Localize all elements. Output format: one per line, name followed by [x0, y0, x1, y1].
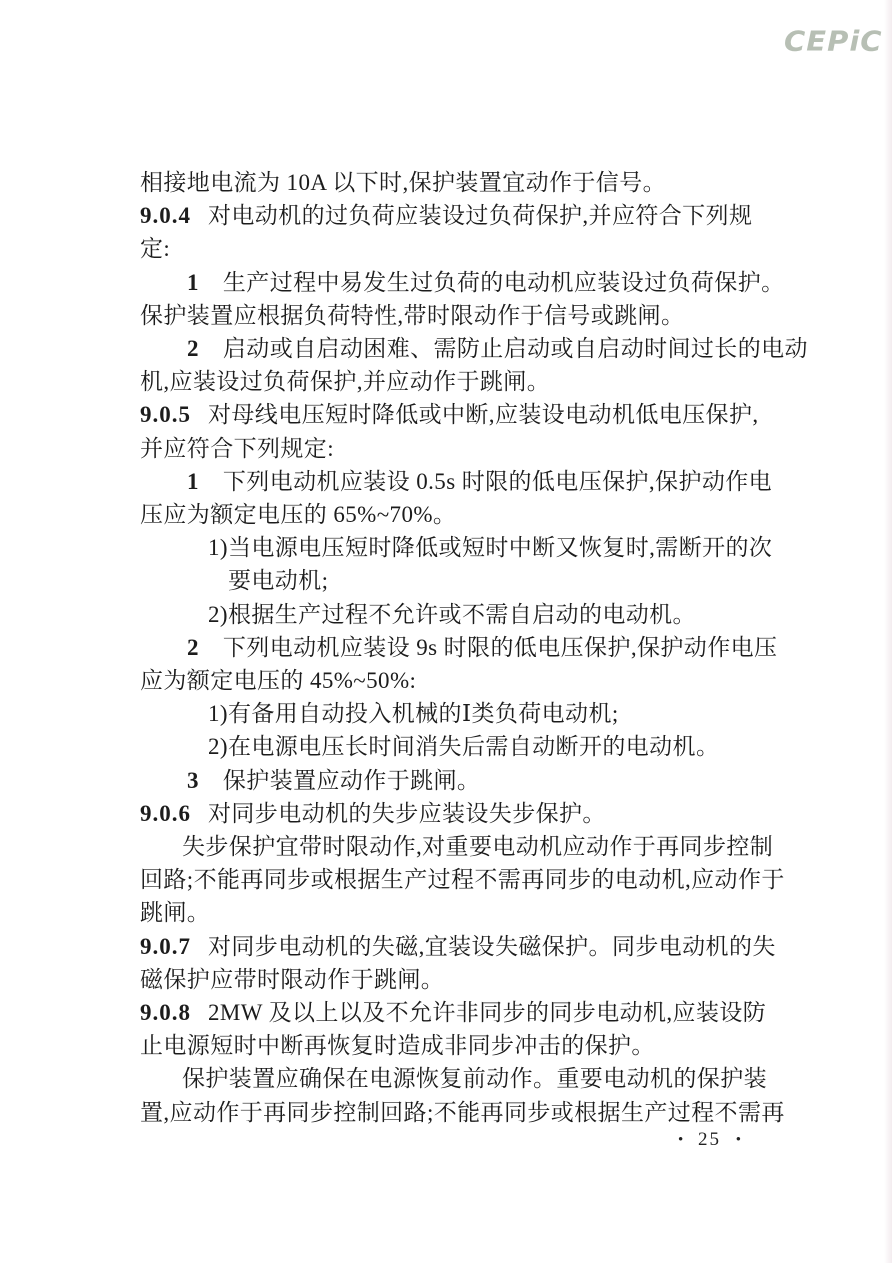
clause-number: 9.0.4	[140, 203, 191, 229]
item-number: 2	[187, 634, 199, 660]
text-line: 失步保护宜带时限动作,对重要电动机应动作于再同步控制	[182, 834, 774, 860]
item-number: 3	[187, 767, 199, 793]
page-number	[678, 1128, 741, 1152]
item-number: 2	[187, 336, 199, 362]
text-line: 保护装置应根据负荷特性,带时限动作于信号或跳闸。	[140, 302, 685, 328]
sub-item-1: 1)当电源电压短时降低或短时中断又恢复时,需断开的次	[208, 535, 773, 561]
clause-9-0-7-heading: 9.0.7 对同步电动机的失磁,宜装设失磁保护。同步电动机的失	[140, 933, 776, 959]
clause-number: 9.0.7	[140, 933, 191, 959]
sub-item-2: 2)在电源电压长时间消失后需自动断开的电动机。	[208, 734, 720, 760]
list-item-1: 1 生产过程中易发生过负荷的电动机应装设过负荷保护。	[187, 269, 785, 295]
text-line: 要电动机;	[228, 568, 329, 594]
text-line: 磁保护应带时限动作于跳闸。	[140, 966, 445, 992]
text-line: 机,应装设过负荷保护,并应动作于跳闸。	[140, 369, 551, 395]
sub-item-1: 1)有备用自动投入机械的Ⅰ类负荷电动机;	[208, 701, 619, 727]
text-line: 定:	[140, 236, 171, 262]
text-line: 止电源短时中断再恢复时造成非同步冲击的保护。	[140, 1033, 655, 1059]
clause-9-0-6-heading: 9.0.6 对同步电动机的失步应装设失步保护。	[140, 800, 606, 826]
list-item-3: 3 保护装置应动作于跳闸。	[187, 767, 481, 793]
list-item-2: 2 下列电动机应装设 9s 时限的低电压保护,保护动作电压	[187, 634, 778, 660]
clause-number: 9.0.5	[140, 402, 191, 428]
item-number: 1	[187, 468, 199, 494]
cepic-logo: CEPiC	[784, 24, 883, 58]
list-item-2: 2 启动或自启动困难、需防止启动或自启动时间过长的电动	[187, 336, 808, 362]
document-body	[140, 0, 808, 1129]
scan-edge-shadow	[884, 0, 892, 1263]
text-line: 回路;不能再同步或根据生产过程不需再同步的电动机,应动作于	[140, 867, 785, 893]
page-number-right-dot: •	[735, 1132, 742, 1148]
clause-9-0-5-heading: 9.0.5 对母线电压短时降低或中断,应装设电动机低电压保护,	[140, 402, 759, 428]
clause-number: 9.0.8	[140, 1000, 191, 1026]
clause-9-0-4-heading: 9.0.4 对电动机的过负荷应装设过负荷保护,并应符合下列规	[140, 203, 753, 229]
text-line: 保护装置应确保在电源恢复前动作。重要电动机的保护装	[182, 1066, 767, 1092]
text-line: 相接地电流为 10A 以下时,保护装置宜动作于信号。	[140, 170, 666, 195]
page-number-value: 25	[698, 1129, 722, 1150]
text-line: 跳闸。	[140, 900, 211, 926]
page-number-left-dot: •	[678, 1132, 684, 1148]
clause-9-0-8-heading: 9.0.8 2MW 及以上以及不允许非同步的同步电动机,应装设防	[140, 1000, 767, 1026]
sub-item-2: 2)根据生产过程不允许或不需自启动的电动机。	[208, 601, 696, 627]
text-line: 并应符合下列规定:	[140, 435, 334, 461]
list-item-1: 1 下列电动机应装设 0.5s 时限的低电压保护,保护动作电	[187, 468, 773, 494]
item-number: 1	[187, 269, 199, 295]
text-line: 压应为额定电压的 65%~70%。	[140, 502, 457, 528]
text-line: 应为额定电压的 45%~50%:	[140, 668, 417, 694]
text-line: 置,应动作于再同步控制回路;不能再同步或根据生产过程不需再	[140, 1099, 785, 1125]
clause-number: 9.0.6	[140, 800, 191, 826]
